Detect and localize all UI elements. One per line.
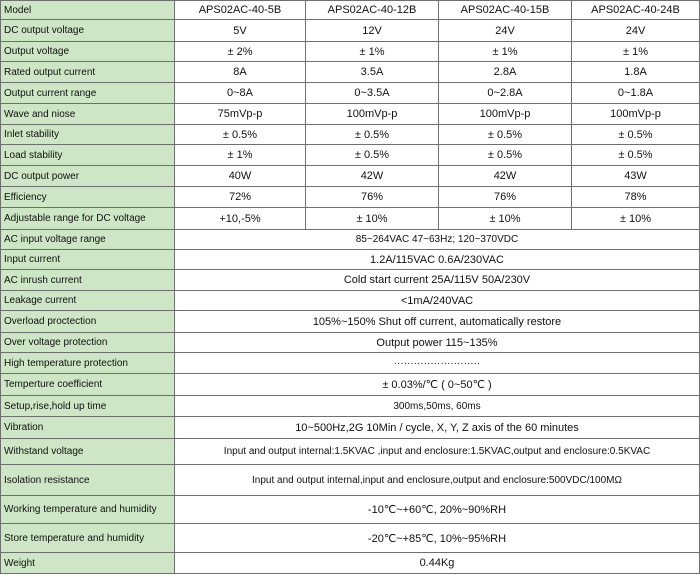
row-label: Rated output current — [1, 62, 175, 83]
table-row — [1, 187, 700, 208]
shared-value: -20℃~+85℃, 10%~95%RH — [175, 524, 700, 553]
table-row — [1, 250, 700, 270]
table-cell: ± 2% — [175, 42, 306, 62]
table-cell: ± 1% — [572, 42, 700, 62]
table-cell: 78% — [572, 187, 700, 208]
table-cell: 1.8A — [572, 62, 700, 83]
table-cell: ± 0.5% — [306, 125, 439, 145]
row-label: Wave and niose — [1, 104, 175, 125]
shared-value: 0.44Kg — [175, 553, 700, 574]
table-cell: 2.8A — [439, 62, 572, 83]
table-row — [1, 353, 700, 374]
row-label: AC inrush current — [1, 270, 175, 291]
table-cell: ± 10% — [306, 208, 439, 230]
row-label: Store temperature and humidity — [1, 524, 175, 553]
row-label: Withstand voltage — [1, 439, 175, 465]
table-cell: 100mVp-p — [439, 104, 572, 125]
model-header: APS02AC-40-5B — [175, 1, 306, 20]
table-cell: 0~3.5A — [306, 83, 439, 104]
row-label: Adjustable range for DC voltage — [1, 208, 175, 230]
row-label: AC input voltage range — [1, 230, 175, 250]
table-row — [1, 439, 700, 465]
table-cell: 100mVp-p — [572, 104, 700, 125]
shared-value: Input and output internal:1.5KVAC ,input and enclosure:1.5KVAC,output and enclosure:0.5KVAC — [175, 439, 700, 465]
header-row — [1, 1, 700, 20]
table-row — [1, 291, 700, 311]
row-label: Overload proctection — [1, 311, 175, 333]
table-row — [1, 145, 700, 166]
table-cell: 5V — [175, 20, 306, 42]
table-row — [1, 396, 700, 417]
table-row — [1, 42, 700, 62]
shared-value: 85~264VAC 47~63Hz; 120~370VDC — [175, 230, 700, 250]
table-row — [1, 125, 700, 145]
table-cell: ± 0.5% — [439, 125, 572, 145]
row-label: DC output power — [1, 166, 175, 187]
header-label: Model — [1, 1, 175, 20]
table-row — [1, 208, 700, 230]
table-cell: ± 1% — [306, 42, 439, 62]
row-label: DC output voltage — [1, 20, 175, 42]
row-label: Output voltage — [1, 42, 175, 62]
shared-value: Cold start current 25A/115V 50A/230V — [175, 270, 700, 291]
table-cell: 24V — [572, 20, 700, 42]
row-label: Over voltage protection — [1, 333, 175, 353]
table-cell: ± 1% — [175, 145, 306, 166]
table-row — [1, 20, 700, 42]
table-cell: 42W — [306, 166, 439, 187]
shared-value: <1mA/240VAC — [175, 291, 700, 311]
table-cell: ± 0.5% — [439, 145, 572, 166]
shared-value: 300ms,50ms, 60ms — [175, 396, 700, 417]
table-cell: 0~1.8A — [572, 83, 700, 104]
table-cell: 24V — [439, 20, 572, 42]
shared-value: ± 0.03%/℃ ( 0~50℃ ) — [175, 374, 700, 396]
table-row — [1, 166, 700, 187]
model-header: APS02AC-40-15B — [439, 1, 572, 20]
table-cell: 40W — [175, 166, 306, 187]
model-header: APS02AC-40-24B — [572, 1, 700, 20]
table-row — [1, 311, 700, 333]
table-cell: ± 0.5% — [572, 125, 700, 145]
row-label: Inlet stability — [1, 125, 175, 145]
row-label: Working temperature and humidity — [1, 496, 175, 524]
row-label: Output current range — [1, 83, 175, 104]
table-row — [1, 230, 700, 250]
table-cell: ± 0.5% — [175, 125, 306, 145]
row-label: Load stability — [1, 145, 175, 166]
table-cell: +10,-5% — [175, 208, 306, 230]
table-cell: 76% — [439, 187, 572, 208]
table-cell: 12V — [306, 20, 439, 42]
table-row — [1, 104, 700, 125]
row-label: Temperture coefficient — [1, 374, 175, 396]
row-label: Isolation resistance — [1, 465, 175, 496]
table-cell: 3.5A — [306, 62, 439, 83]
table-cell: 75mVp-p — [175, 104, 306, 125]
shared-value: 10~500Hz,2G 10Min / cycle, X, Y, Z axis of the 60 minutes — [175, 417, 700, 439]
table-row — [1, 524, 700, 553]
shared-value: Input and output internal,input and enclosure,output and enclosure:500VDC/100MΩ — [175, 465, 700, 496]
row-label: Vibration — [1, 417, 175, 439]
table-cell: 76% — [306, 187, 439, 208]
table-cell: 0~2.8A — [439, 83, 572, 104]
table-cell: 43W — [572, 166, 700, 187]
table-cell: ± 0.5% — [572, 145, 700, 166]
shared-value: -10℃~+60℃, 20%~90%RH — [175, 496, 700, 524]
table-row — [1, 62, 700, 83]
table-row — [1, 465, 700, 496]
table-row — [1, 496, 700, 524]
row-label: Leakage current — [1, 291, 175, 311]
table-cell: ± 1% — [439, 42, 572, 62]
row-label: Input current — [1, 250, 175, 270]
table-cell: ± 10% — [572, 208, 700, 230]
table-cell: 72% — [175, 187, 306, 208]
shared-value: 105%~150% Shut off current, automatically restore — [175, 311, 700, 333]
table-cell: 8A — [175, 62, 306, 83]
row-label: Efficiency — [1, 187, 175, 208]
table-row — [1, 270, 700, 291]
table-row — [1, 553, 700, 574]
table-cell: ± 0.5% — [306, 145, 439, 166]
shared-value: 1.2A/115VAC 0.6A/230VAC — [175, 250, 700, 270]
table-cell: 100mVp-p — [306, 104, 439, 125]
row-label: Weight — [1, 553, 175, 574]
shared-value: Output power 115~135% — [175, 333, 700, 353]
row-label: High temperature protection — [1, 353, 175, 374]
model-header: APS02AC-40-12B — [306, 1, 439, 20]
table-row — [1, 417, 700, 439]
table-row — [1, 374, 700, 396]
table-cell: ± 10% — [439, 208, 572, 230]
row-label: Setup,rise,hold up time — [1, 396, 175, 417]
shared-value: ·························· — [175, 353, 700, 374]
table-cell: 0~8A — [175, 83, 306, 104]
table-row — [1, 333, 700, 353]
table-cell: 42W — [439, 166, 572, 187]
table-row — [1, 83, 700, 104]
